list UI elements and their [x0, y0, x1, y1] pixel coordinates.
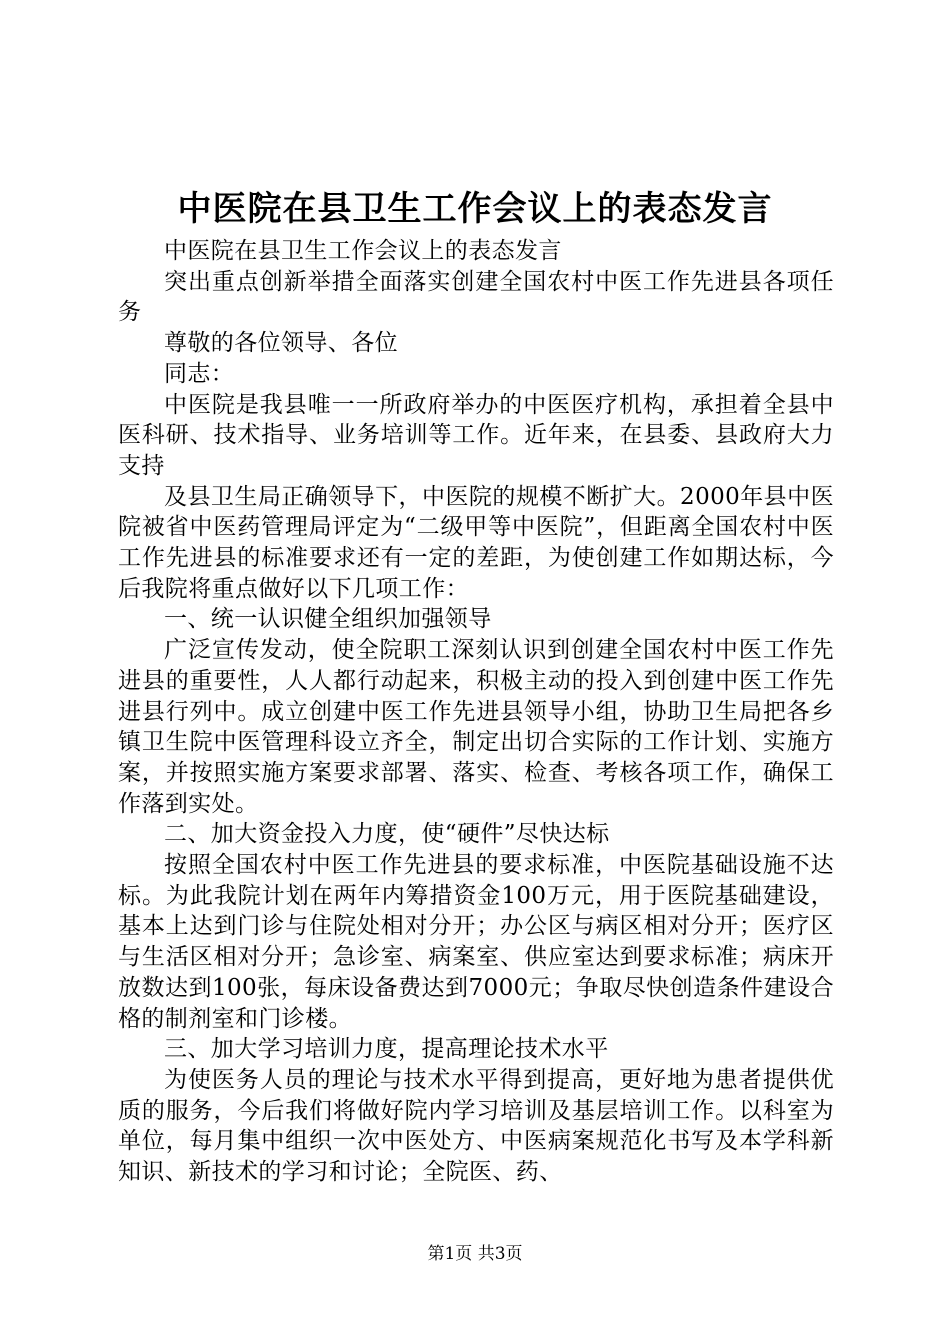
- page-footer: 第1页 共3页: [427, 1244, 523, 1264]
- paragraph-salutation-end: 同志：: [164, 360, 235, 387]
- paragraph-theme: 突出重点创新举措全面落实创建全国农村中医工作先进县各项任务: [118, 268, 834, 326]
- document-body: [118, 236, 834, 1188]
- paragraph-section-1: 广泛宣传发动，使全院职工深刻认识到创建全国农村中医工作先进县的重要性，人人都行动起来，积极主动的投入到创建中医工作先进县行列中。成立创建中医工作先进县领导小组，协助卫生局把各乡镇卫生院中医管理科设立齐全，制定出切合实际的工作计划、实施方案，并按照实施方案要求部署、落实、检查、考核各项工作，确保工作落到实处。: [118, 637, 834, 817]
- section-heading-2: 二、加大资金投入力度，使“硬件”尽快达标: [164, 821, 610, 848]
- section-heading-1: 一、统一认识健全组织加强领导: [164, 606, 492, 633]
- paragraph-salutation: 尊敬的各位领导、各位: [164, 330, 398, 357]
- paragraph-subtitle-repeat: 中医院在县卫生工作会议上的表态发言: [164, 238, 562, 264]
- paragraph-section-3: 为使医务人员的理论与技术水平得到提高，更好地为患者提供优质的服务，今后我们将做好院内学习培训及基层培训工作。以科室为单位，每月集中组织一次中医处方、中医病案规范化书写及本学科新知识、新技术的学习和讨论；全院医、药、: [118, 1066, 834, 1186]
- section-heading-3: 三、加大学习培训力度，提高理论技术水平: [164, 1036, 609, 1063]
- document-title: 中医院在县卫生工作会议上的表态发言: [177, 189, 773, 229]
- paragraph-intro: 中医院是我县唯一一所政府举办的中医医疗机构，承担着全县中医科研、技术指导、业务培训等工作。近年来，在县委、县政府大力支持: [118, 391, 834, 479]
- paragraph-background: 及县卫生局正确领导下，中医院的规模不断扩大。2000年县中医院被省中医药管理局评定为“二级甲等中医院”，但距离全国农村中医工作先进县的标准要求还有一定的差距，为使创建工作如期达标，今后我院将重点做好以下几项工作：: [118, 483, 834, 602]
- paragraph-section-2: 按照全国农村中医工作先进县的要求标准，中医院基础设施不达标。为此我院计划在两年内筹措资金100万元，用于医院基础建设，基本上达到门诊与住院处相对分开；办公区与病区相对分开；医疗区与生活区相对分开；急诊室、病案室、供应室达到要求标准；病床开放数达到100张，每床设备费达到7000元；争取尽快创造条件建设合格的制剂室和门诊楼。: [118, 852, 834, 1032]
